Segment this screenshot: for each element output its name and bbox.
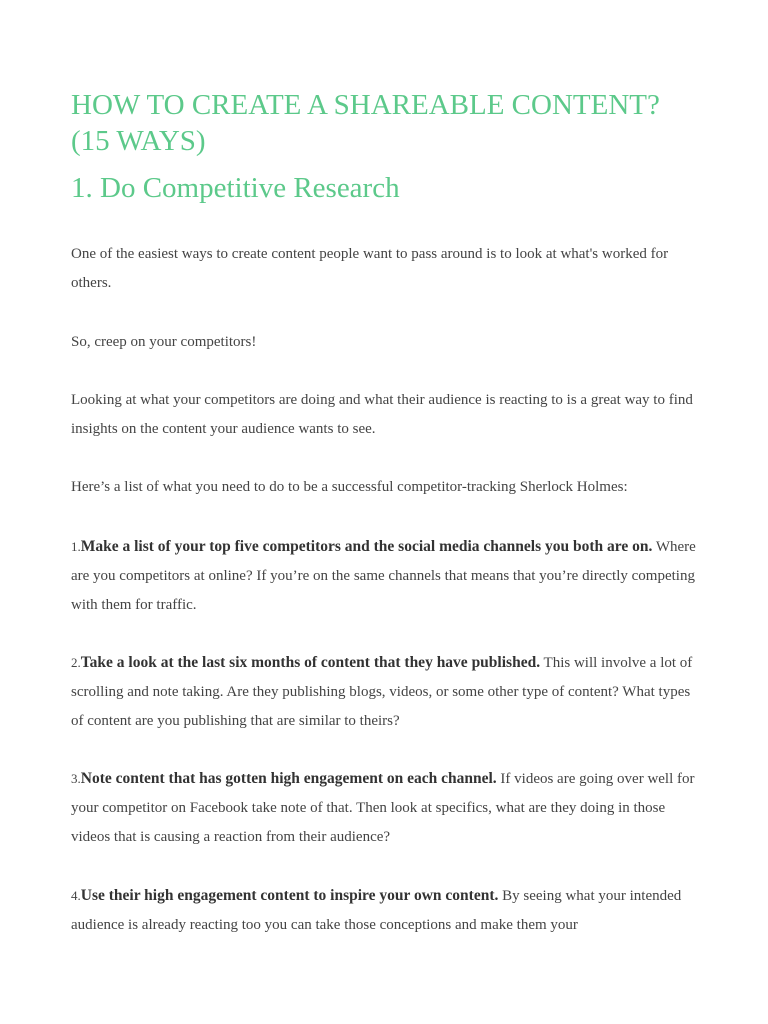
step-number: 1. [71, 539, 81, 554]
step-number: 4. [71, 888, 81, 903]
step-number: 3. [71, 771, 81, 786]
competitors-paragraph: Looking at what your competitors are doing and what their audience is reacting to is a great way to find insights on the content your audience wants to see. [71, 392, 693, 437]
step-number: 2. [71, 655, 81, 670]
step-item [71, 532, 701, 620]
step-body: Where are you competitors at online? If you’re on the same channels that means that you’re directly competing with them for traffic. [71, 539, 696, 613]
step-lead: Use their high engagement content to inspire your own content. [80, 887, 499, 904]
step-item [71, 764, 701, 852]
step-item [71, 648, 701, 736]
step-lead: Take a look at the last six months of content that they have published. [80, 654, 541, 671]
intro-paragraph: One of the easiest ways to create content people want to pass around is to look at what's worked for others. [71, 246, 669, 291]
step-item [71, 881, 701, 940]
creep-paragraph: So, creep on your competitors! [71, 334, 257, 350]
step-body: This will involve a lot of scrolling and note taking. Are they publishing blogs, videos, or some other type of content? What types of content are you publishing that are similar to theirs? [71, 655, 693, 729]
section-heading: 1. Do Competitive Research [71, 172, 400, 204]
step-body: By seeing what your intended audience is already reacting too you can take those conceptions and make them your [71, 888, 682, 933]
list-intro-paragraph: Here’s a list of what you need to do to be a successful competitor-tracking Sherlock Holmes: [71, 479, 628, 495]
step-body: If videos are going over well for your competitor on Facebook take note of that. Then look at specifics, what are they doing in those videos that is causing a reaction from their audience? [71, 771, 695, 845]
document-title: HOW TO CREATE A SHAREABLE CONTENT? (15 WAYS) [71, 89, 660, 157]
step-lead: Make a list of your top five competitors and the social media channels you both are on. [80, 538, 653, 555]
step-lead: Note content that has gotten high engagement on each channel. [80, 770, 497, 787]
